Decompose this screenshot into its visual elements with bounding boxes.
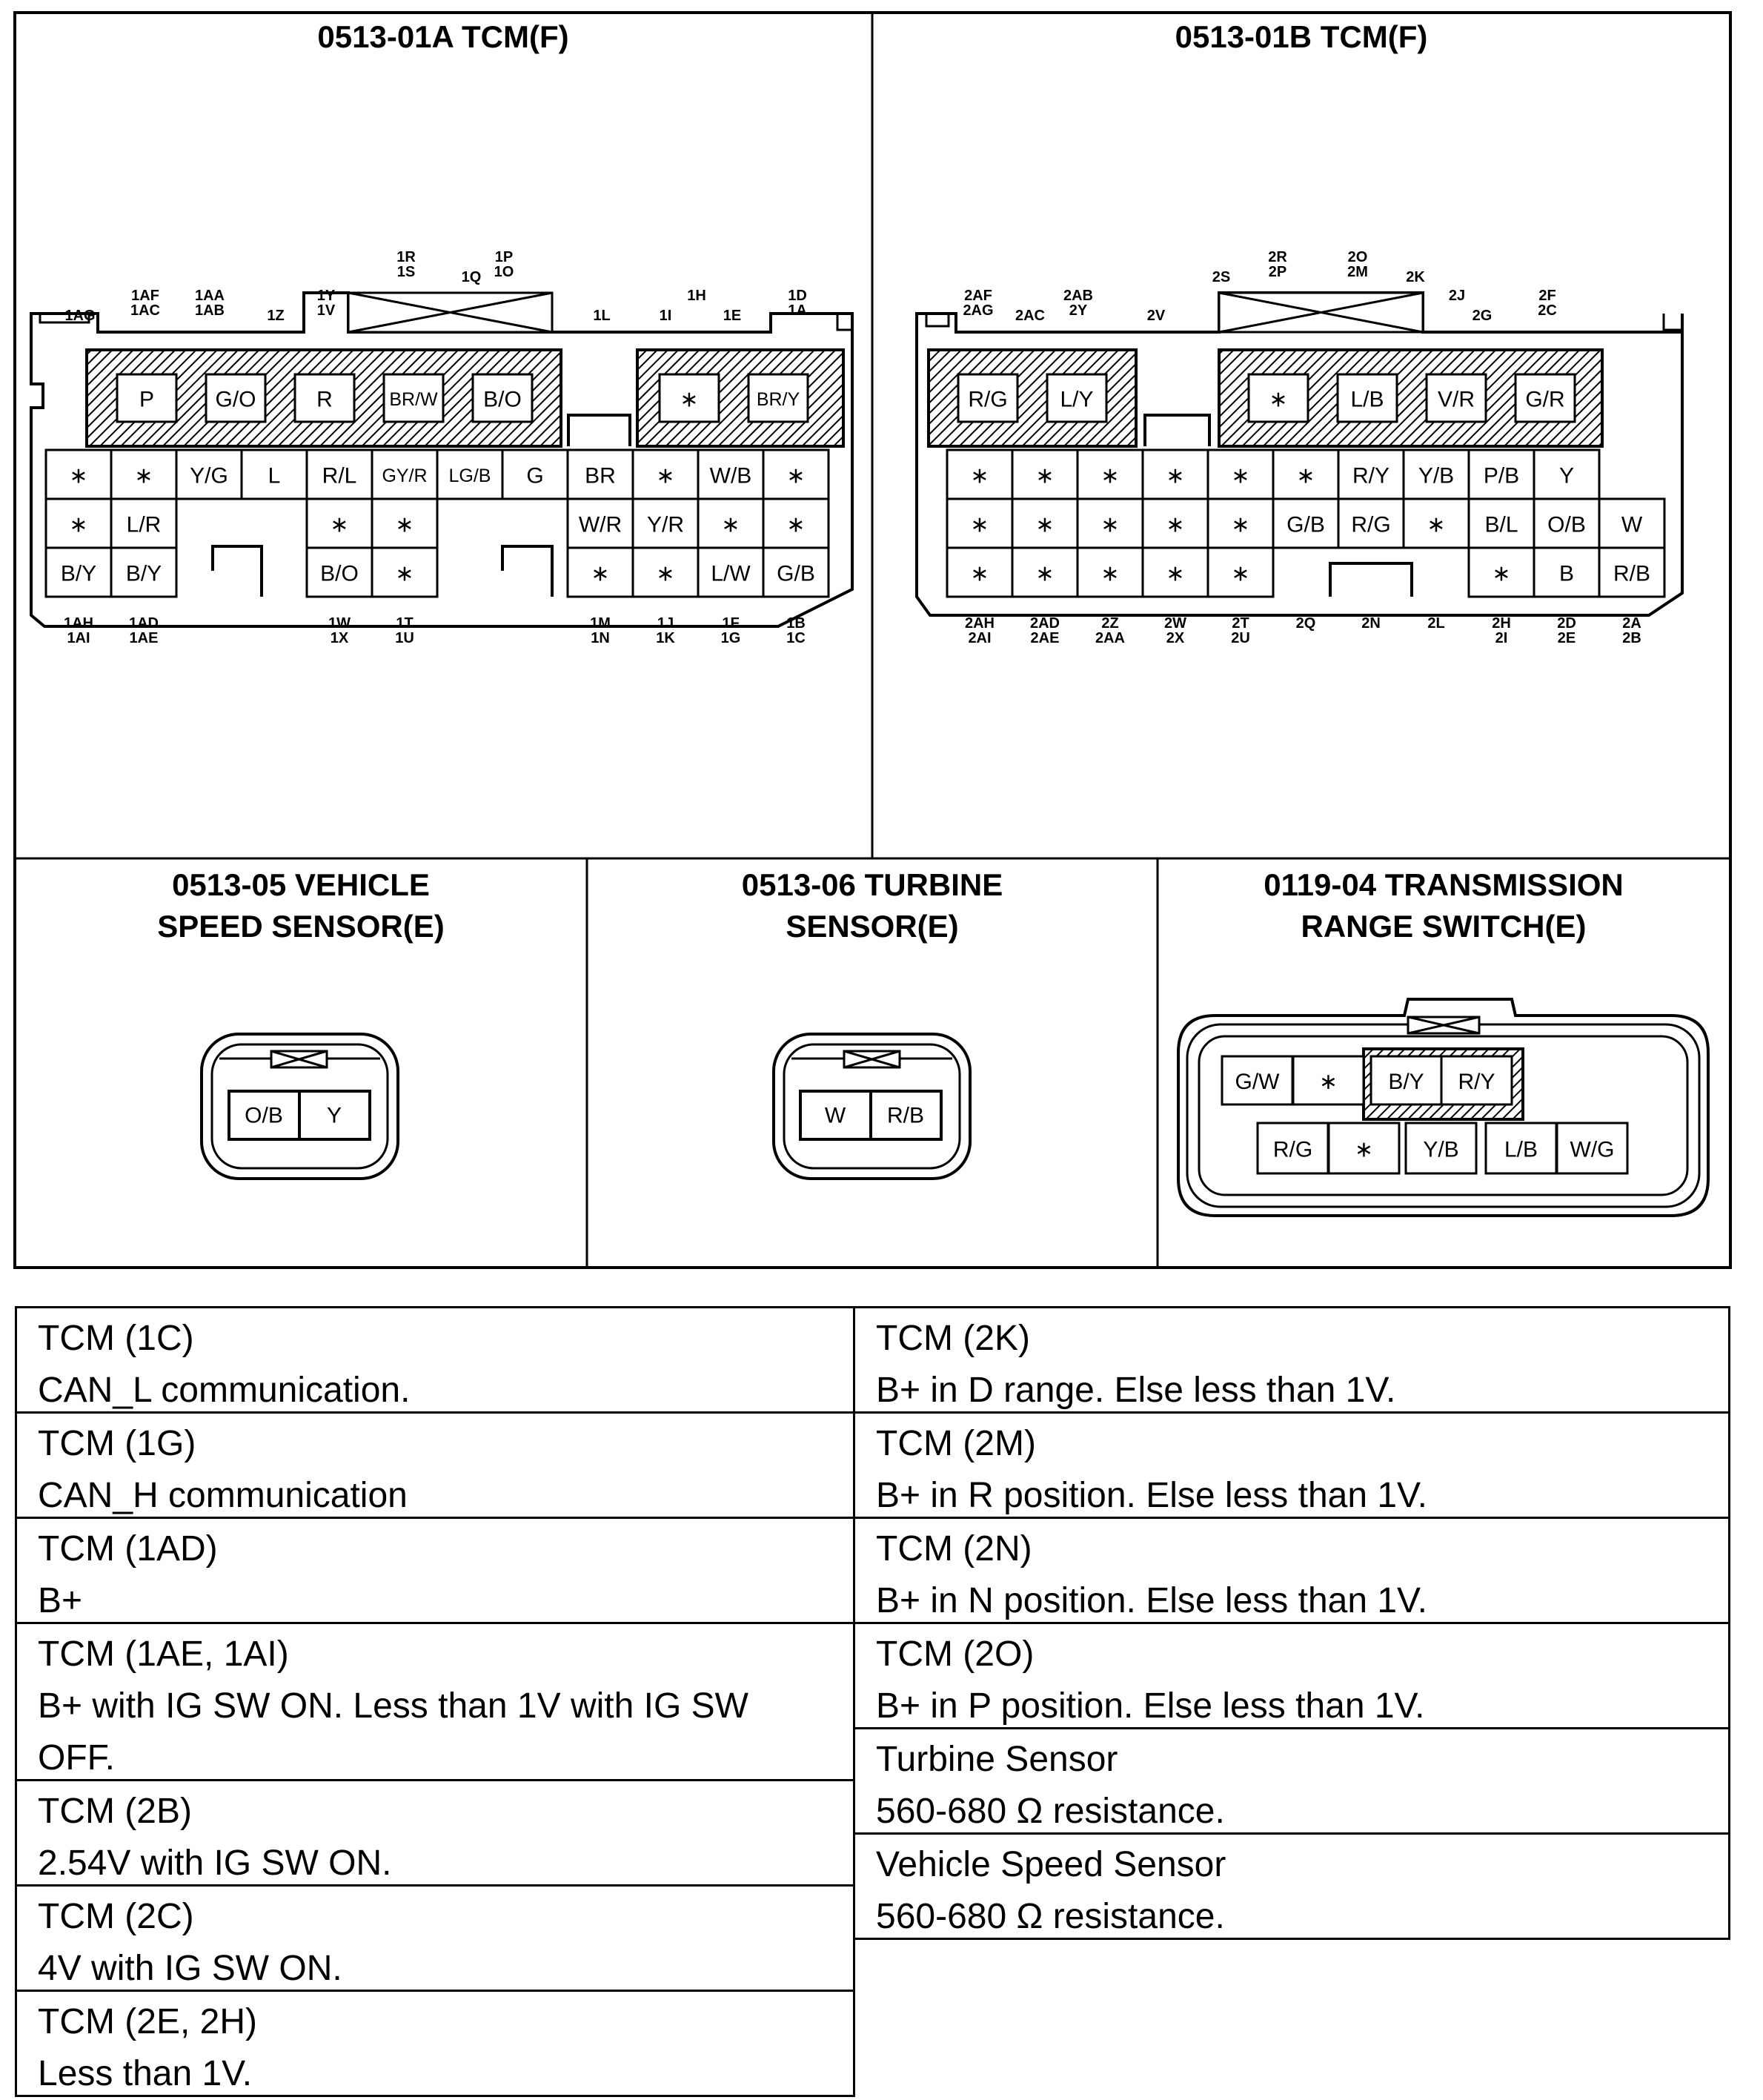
tcm-a-pin-label: 1C bbox=[786, 630, 806, 646]
tcm-b-pin-label: 2AG bbox=[963, 302, 994, 319]
tcm-a-pin: G/B bbox=[777, 561, 815, 586]
tcm-a-pin-label: 1S bbox=[396, 264, 416, 280]
row-heading: TCM (1C) bbox=[38, 1319, 194, 1358]
tcm-a-pin: ∗ bbox=[134, 463, 153, 488]
tcm-a-pin-label: 1Y bbox=[316, 288, 336, 304]
trs-pin: R/G bbox=[1272, 1137, 1313, 1162]
tcm-a-pin: Y/G bbox=[190, 463, 228, 488]
tcm-a-pin-label: 1F bbox=[722, 615, 740, 632]
tcm-a-pin: ∗ bbox=[656, 463, 675, 488]
tcm-a-pin-label: 1AF bbox=[131, 288, 159, 304]
tcm-a-pin-label: 1A bbox=[788, 302, 807, 319]
tcm-a-pin-label: 1AD bbox=[128, 615, 159, 632]
tcm-a-pin: ∗ bbox=[69, 463, 88, 488]
tcm-b-pin-label: 2E bbox=[1557, 630, 1576, 646]
turbine-title-line1: 0513-06 TURBINE bbox=[741, 867, 1003, 902]
row-heading: TCM (2M) bbox=[876, 1424, 1036, 1463]
tcm-a-pin-label: 1T bbox=[396, 615, 414, 632]
tcm-a-pin-label: 1R bbox=[396, 249, 416, 265]
tcm-a-connector bbox=[31, 249, 852, 646]
trs-pin: W/G bbox=[1570, 1137, 1615, 1162]
tcm-a-pin: Y/R bbox=[646, 512, 685, 537]
tcm-b-pin-label: 2V bbox=[1146, 308, 1166, 324]
trs-pin: B/Y bbox=[1388, 1070, 1424, 1094]
row-heading: TCM (1AE, 1AI) bbox=[38, 1634, 289, 1674]
row-value: B+ bbox=[38, 1581, 83, 1620]
tcm-a-hatched-pin: P bbox=[139, 387, 155, 412]
tcm-b-pin-label: 2T bbox=[1232, 615, 1249, 632]
row-value: 4V with IG SW ON. bbox=[38, 1949, 342, 1988]
table-row bbox=[15, 1517, 855, 1624]
tcm-a-pin: B/Y bbox=[60, 561, 97, 586]
tcm-b-pin-label: 2AI bbox=[968, 630, 992, 646]
tcm-b-pin: ∗ bbox=[1100, 512, 1120, 537]
tcm-b-pin: ∗ bbox=[1166, 512, 1185, 537]
table-row bbox=[853, 1517, 1730, 1624]
tcm-b-pin-label: 2H bbox=[1492, 615, 1511, 632]
tcm-b-hatched-pin: ∗ bbox=[1269, 387, 1288, 412]
tcm-b-pin: ∗ bbox=[1035, 512, 1055, 537]
row-heading: TCM (2B) bbox=[38, 1792, 192, 1831]
tcm-b-pin: O/B bbox=[1547, 512, 1586, 537]
tcm-b-hatched-pin: G/R bbox=[1525, 387, 1565, 412]
tcm-b-pin: R/B bbox=[1613, 561, 1651, 586]
tcm-a-pin-label: 1E bbox=[723, 308, 742, 324]
vss-pin-2: Y bbox=[326, 1103, 342, 1128]
tcm-a-hatched-pin: B/O bbox=[483, 387, 522, 412]
vss-title-line2: SPEED SENSOR(E) bbox=[157, 909, 445, 944]
tcm-a-pin: ∗ bbox=[656, 561, 675, 586]
tcm-b-pin: ∗ bbox=[1166, 561, 1185, 586]
tcm-a-pin-label: 1Z bbox=[267, 308, 285, 324]
tcm-b-pin: ∗ bbox=[1100, 463, 1120, 488]
tcm-a-pin-label: 1I bbox=[659, 308, 672, 324]
tcm-b-pin-label: 2N bbox=[1361, 615, 1381, 632]
trs-connector bbox=[1178, 999, 1708, 1216]
table-row bbox=[15, 1411, 855, 1519]
tcm-b-pin: Y/B bbox=[1418, 463, 1455, 488]
turbine-title-line2: SENSOR(E) bbox=[786, 909, 959, 944]
tcm-b-pin: Y bbox=[1558, 463, 1575, 488]
tcm-b-pin: R/G bbox=[1351, 512, 1391, 537]
tcm-b-pin-label: 2Y bbox=[1069, 302, 1088, 319]
row-heading: TCM (2K) bbox=[876, 1319, 1030, 1358]
tcm-a-pin-label: 1M bbox=[590, 615, 611, 632]
row-value: CAN_L communication. bbox=[38, 1371, 411, 1410]
tcm-b-pin: ∗ bbox=[1166, 463, 1185, 488]
tcm-a-pin: ∗ bbox=[786, 463, 806, 488]
tcm-a-pin: LG/B bbox=[448, 466, 491, 486]
tcm-a-hatched-pin: BR/Y bbox=[756, 389, 800, 410]
tcm-b-pin: P/B bbox=[1483, 463, 1520, 488]
tcm-b-pin-label: 2P bbox=[1268, 264, 1287, 280]
tcm-b-pin-label: 2AD bbox=[1029, 615, 1060, 632]
tcm-b-pin: R/Y bbox=[1352, 463, 1390, 488]
tcm-a-pin: GY/R bbox=[382, 466, 428, 486]
tcm-b-pin: ∗ bbox=[1035, 463, 1055, 488]
tcm-b-hatched-pin: L/Y bbox=[1060, 387, 1094, 412]
tcm-b-connector bbox=[917, 249, 1682, 646]
trs-pin: L/B bbox=[1504, 1137, 1538, 1162]
tcm-a-pin-label: 1P bbox=[494, 249, 514, 265]
tcm-a-hatched-pin: ∗ bbox=[680, 387, 699, 412]
tcm-b-pin-label: 2U bbox=[1231, 630, 1250, 646]
row-heading: Turbine Sensor bbox=[876, 1740, 1118, 1779]
turbine-pin-1: W bbox=[824, 1103, 846, 1128]
tcm-a-pin-label: 1V bbox=[316, 302, 336, 319]
table-row bbox=[853, 1306, 1730, 1414]
tcm-a-hatched-pin: BR/W bbox=[389, 389, 438, 410]
row-value: Less than 1V. bbox=[38, 2054, 253, 2093]
tcm-a-pin: L bbox=[268, 463, 281, 488]
tcm-a-pin-label: 1AH bbox=[63, 615, 94, 632]
tcm-b-pin: ∗ bbox=[970, 463, 989, 488]
row-heading: TCM (2O) bbox=[876, 1634, 1035, 1674]
tcm-a-pin: ∗ bbox=[395, 512, 414, 537]
tcm-a-pin: ∗ bbox=[395, 561, 414, 586]
tcm-b-pin-label: 2K bbox=[1406, 269, 1425, 285]
tcm-a-title: 0513-01A TCM(F) bbox=[317, 19, 569, 54]
tcm-b-pin-label: 2Z bbox=[1101, 615, 1119, 632]
tcm-b-pin: ∗ bbox=[1231, 561, 1250, 586]
table-row bbox=[15, 1990, 855, 2097]
tcm-b-pin-label: 2M bbox=[1347, 264, 1368, 280]
tcm-b-pin-label: 2AH bbox=[964, 615, 995, 632]
tcm-b-pin-label: 2R bbox=[1268, 249, 1287, 265]
row-value: CAN_H communication bbox=[38, 1476, 408, 1515]
tcm-a-pin: ∗ bbox=[330, 512, 349, 537]
tcm-b-title: 0513-01B TCM(F) bbox=[1175, 19, 1428, 54]
tcm-b-pin-label: 2I bbox=[1495, 630, 1508, 646]
tcm-a-pin: B/O bbox=[320, 561, 359, 586]
row-value: 560-680 Ω resistance. bbox=[876, 1792, 1225, 1831]
tcm-a-pin: R/L bbox=[322, 463, 357, 488]
table-row bbox=[15, 1779, 855, 1887]
vss-pin-1: O/B bbox=[245, 1103, 283, 1128]
tcm-b-pin-label: 2AB bbox=[1063, 288, 1094, 304]
tcm-b-hatched-pin: L/B bbox=[1350, 387, 1384, 412]
tcm-a-pin-label: 1U bbox=[395, 630, 414, 646]
tcm-a-pin: L/W bbox=[711, 561, 751, 586]
tcm-a-pin-label: 1O bbox=[494, 264, 514, 280]
table-row bbox=[853, 1727, 1730, 1835]
trs-pin: ∗ bbox=[1318, 1070, 1338, 1094]
tcm-b-pin: ∗ bbox=[1231, 512, 1250, 537]
row-value: B+ in D range. Else less than 1V. bbox=[876, 1371, 1396, 1410]
tcm-b-pin: ∗ bbox=[1296, 463, 1315, 488]
row-heading: TCM (2E, 2H) bbox=[38, 2002, 258, 2041]
tcm-a-pin-label: 1N bbox=[591, 630, 610, 646]
tcm-a-pin: ∗ bbox=[591, 561, 610, 586]
turbine-pin-2: R/B bbox=[886, 1103, 925, 1128]
tcm-a-pin-label: 1D bbox=[788, 288, 807, 304]
tcm-b-pin-label: 2Q bbox=[1295, 615, 1316, 632]
tcm-a-pin-label: 1Q bbox=[461, 269, 482, 285]
tcm-b-pin-label: 2AA bbox=[1095, 630, 1126, 646]
tcm-a-pin-label: 1H bbox=[687, 288, 706, 304]
row-heading: TCM (2C) bbox=[38, 1897, 194, 1936]
tcm-a-pin-label: 1AB bbox=[194, 302, 225, 319]
tcm-a-pin-label: 1W bbox=[328, 615, 351, 632]
table-row bbox=[853, 1832, 1730, 1940]
tcm-b-pin-label: 2C bbox=[1538, 302, 1557, 319]
tcm-a-pin-label: 1AI bbox=[67, 630, 90, 646]
turbine-connector bbox=[774, 1034, 970, 1179]
tcm-a-pin: W/R bbox=[578, 512, 622, 537]
tcm-a-pin-label: 1K bbox=[656, 630, 675, 646]
tcm-b-pin: ∗ bbox=[1231, 463, 1250, 488]
tcm-b-pin-label: 2F bbox=[1538, 288, 1556, 304]
tcm-b-pin-label: 2AE bbox=[1030, 630, 1060, 646]
trs-title-line1: 0119-04 TRANSMISSION bbox=[1264, 867, 1624, 902]
tcm-a-pin-label: 1AG bbox=[64, 308, 96, 324]
trs-pin: Y/B bbox=[1423, 1137, 1459, 1162]
table-row bbox=[15, 1884, 855, 1992]
tcm-b-pin-label: 2W bbox=[1164, 615, 1186, 632]
trs-title-line2: RANGE SWITCH(E) bbox=[1301, 909, 1587, 944]
tcm-a-pin: ∗ bbox=[69, 512, 88, 537]
tcm-b-hatched-pin: R/G bbox=[968, 387, 1008, 412]
trs-pin: G/W bbox=[1235, 1070, 1280, 1094]
row-heading: TCM (1AD) bbox=[38, 1529, 218, 1569]
tcm-b-pin-label: 2S bbox=[1212, 269, 1231, 285]
tcm-a-pin-label: 1L bbox=[593, 308, 611, 324]
row-value: B+ in N position. Else less than 1V. bbox=[876, 1581, 1427, 1620]
tcm-b-pin-label: 2AC bbox=[1015, 308, 1046, 324]
tcm-b-pin: W bbox=[1621, 512, 1643, 537]
tcm-a-hatched-pin: R bbox=[316, 387, 333, 412]
tcm-a-pin: L/R bbox=[126, 512, 162, 537]
tcm-a-pin-label: 1AA bbox=[194, 288, 225, 304]
row-value: 560-680 Ω resistance. bbox=[876, 1897, 1225, 1936]
tcm-a-pin-label: 1J bbox=[657, 615, 674, 632]
row-value: B+ in P position. Else less than 1V. bbox=[876, 1686, 1425, 1726]
tcm-b-pin-label: 2L bbox=[1427, 615, 1445, 632]
tcm-a-pin-label: 1X bbox=[330, 630, 349, 646]
tcm-b-pin: ∗ bbox=[1100, 561, 1120, 586]
tcm-b-pin: ∗ bbox=[1427, 512, 1446, 537]
table-row bbox=[15, 1306, 855, 1414]
tcm-b-pin: ∗ bbox=[1035, 561, 1055, 586]
tcm-a-pin: ∗ bbox=[786, 512, 806, 537]
row-heading: TCM (1G) bbox=[38, 1424, 196, 1463]
tcm-b-pin: B bbox=[1558, 561, 1575, 586]
table-row bbox=[853, 1622, 1730, 1729]
row-value: B+ in R position. Else less than 1V. bbox=[876, 1476, 1427, 1515]
tcm-b-pin-label: 2B bbox=[1622, 630, 1641, 646]
vss-connector bbox=[202, 1034, 398, 1179]
tcm-a-pin: ∗ bbox=[721, 512, 740, 537]
tcm-b-pin-label: 2AF bbox=[964, 288, 992, 304]
tcm-b-pin-label: 2D bbox=[1557, 615, 1576, 632]
vss-title-line1: 0513-05 VEHICLE bbox=[172, 867, 430, 902]
tcm-a-pin: B/Y bbox=[125, 561, 162, 586]
tcm-b-pin-label: 2G bbox=[1472, 308, 1493, 324]
trs-pin: ∗ bbox=[1354, 1137, 1374, 1162]
row-value: 2.54V with IG SW ON. bbox=[38, 1844, 392, 1883]
tcm-b-pin: G/B bbox=[1286, 512, 1325, 537]
row-heading: Vehicle Speed Sensor bbox=[876, 1845, 1226, 1884]
table-row bbox=[853, 1411, 1730, 1519]
tcm-b-pin: ∗ bbox=[1492, 561, 1511, 586]
tcm-b-pin: ∗ bbox=[970, 561, 989, 586]
trs-pin: R/Y bbox=[1458, 1070, 1495, 1094]
tcm-a-hatched-pin: G/O bbox=[215, 387, 256, 412]
tcm-a-pin: G bbox=[526, 463, 544, 488]
tcm-a-pin-label: 1G bbox=[720, 630, 741, 646]
tcm-b-pin-label: 2O bbox=[1347, 249, 1368, 265]
tcm-b-pin-label: 2J bbox=[1448, 288, 1466, 304]
tcm-a-pin-label: 1AE bbox=[129, 630, 159, 646]
tcm-b-pin-label: 2X bbox=[1166, 630, 1185, 646]
tcm-b-pin-label: 2A bbox=[1622, 615, 1641, 632]
row-value: OFF. bbox=[38, 1738, 115, 1778]
tcm-a-pin-label: 1AC bbox=[130, 302, 161, 319]
table-row bbox=[15, 1622, 855, 1781]
tcm-b-pin: ∗ bbox=[970, 512, 989, 537]
row-value: B+ with IG SW ON. Less than 1V with IG SW bbox=[38, 1686, 748, 1726]
tcm-a-pin: W/B bbox=[709, 463, 752, 488]
tcm-b-pin: B/L bbox=[1484, 512, 1518, 537]
tcm-a-pin-label: 1B bbox=[786, 615, 806, 632]
tcm-a-pin: BR bbox=[585, 463, 616, 488]
tcm-b-hatched-pin: V/R bbox=[1437, 387, 1475, 412]
row-heading: TCM (2N) bbox=[876, 1529, 1032, 1569]
